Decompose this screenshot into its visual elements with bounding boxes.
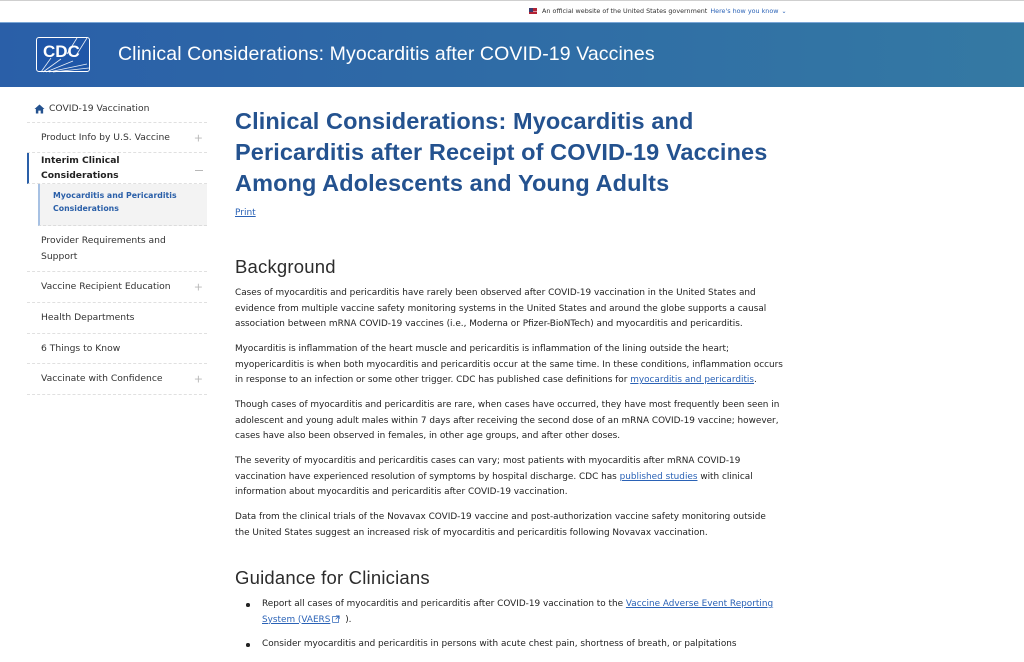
text-segment: Report all cases of myocarditis and pericarditis after COVID-19 vaccination to the — [262, 599, 626, 609]
text-line: evidence from multiple vaccine safety monitoring systems in the United States and around the globe supports a causal — [235, 303, 767, 314]
collapse-minus-icon[interactable] — [195, 170, 203, 171]
text-line: adolescent and young adult males within 7 days after receiving the second dose of an mRNA COVID-19 vaccine; however, — [235, 415, 779, 426]
list-item — [235, 637, 795, 653]
sidebar-item-label: Health Departments — [41, 312, 135, 324]
sidebar-subitem-label-line2: Considerations — [53, 203, 119, 213]
heres-how-you-know-link[interactable]: Here's how you know — [710, 7, 779, 15]
text-line: Though cases of myocarditis and pericarditis are rare, when cases have occurred, they have most frequently been seen in — [235, 400, 780, 410]
list-item — [235, 597, 795, 628]
text-segment: in response to an infection or some other trigger. CDC has published case definitions for — [235, 375, 631, 386]
text-line: myopericarditis is when both myocarditis and pericarditis occur at the same time. In these conditions, inflammation occurs — [235, 359, 783, 370]
sidebar-subitem-myocarditis-considerations[interactable] — [38, 184, 207, 226]
vaers-link-continued[interactable] — [262, 615, 342, 625]
sidebar-item-provider-requirements[interactable] — [27, 226, 207, 272]
sidebar-item-label: Product Info by U.S. Vaccine — [41, 131, 170, 143]
background-paragraph-2 — [235, 342, 795, 389]
text-segment: System (VAERS — [262, 614, 331, 625]
text-line: information about myocarditis and pericarditis after COVID-19 vaccination. — [235, 487, 568, 498]
side-navigation — [27, 95, 207, 395]
text-segment: vaccination have experienced resolution of symptoms by hospital discharge. CDC has — [235, 471, 620, 482]
vaers-link[interactable]: Vaccine Adverse Event Reporting — [625, 599, 774, 609]
expand-plus-icon[interactable]: + — [193, 280, 203, 294]
background-heading: Background — [235, 256, 336, 277]
sidebar-item-label: Vaccinate with Confidence — [41, 373, 163, 385]
text-line: Data from the clinical trials of the Novavax COVID-19 vaccine and post-authorization vaccine safety monitoring outside — [235, 512, 766, 522]
sidebar-item-covid-vaccination[interactable] — [27, 95, 207, 123]
gov-banner-text: An official website of the United States government — [542, 7, 708, 15]
cdc-logo-text: CDC — [43, 42, 80, 61]
expand-plus-icon[interactable]: + — [193, 130, 203, 144]
text-line: Myocarditis is inflammation of the heart muscle and pericarditis is inflammation of the lining outside the heart; — [235, 344, 730, 354]
text-line: association between mRNA COVID-19 vaccines (i.e., Moderna or Pfizer-BioNTech) and myocarditis and pericarditis. — [235, 319, 743, 330]
print-link[interactable]: Print — [235, 208, 256, 218]
text-line: cases have also been observed in females, in other age groups, and after other doses. — [235, 431, 621, 442]
published-studies-link[interactable]: published studies — [619, 471, 698, 482]
sidebar-item-interim-clinical-considerations[interactable] — [27, 153, 207, 184]
text-segment: . — [754, 375, 757, 386]
page-title-line3: Among Adolescents and Young Adults — [235, 170, 670, 196]
gov-banner — [0, 0, 1024, 22]
sidebar-item-label: Interim Clinical Considerations — [41, 154, 120, 181]
chevron-down-icon[interactable]: ⌄ — [781, 7, 787, 15]
text-line — [262, 613, 795, 629]
guidance-list — [235, 597, 795, 662]
text-line — [262, 597, 795, 613]
sidebar-item-label: COVID-19 Vaccination — [49, 103, 150, 114]
us-flag-icon — [529, 8, 537, 14]
sidebar-item-6-things-to-know[interactable] — [27, 334, 207, 364]
sidebar-item-vaccine-recipient-education[interactable] — [27, 272, 207, 303]
cdc-logo[interactable] — [36, 37, 90, 72]
sidebar-item-vaccinate-with-confidence[interactable] — [27, 364, 207, 395]
site-title[interactable]: Clinical Considerations: Myocarditis after COVID-19 Vaccines — [118, 43, 655, 65]
text-line: Cases of myocarditis and pericarditis have rarely been observed after COVID-19 vaccination in the United States and — [235, 288, 756, 298]
page-title-line2: Pericarditis after Receipt of COVID-19 Vaccines — [235, 139, 768, 165]
page-title-line1: Clinical Considerations: Myocarditis and — [235, 108, 694, 134]
text-segment: with clinical — [697, 471, 753, 482]
text-line — [235, 373, 795, 389]
sidebar-item-label-line2: Support — [41, 250, 78, 262]
page-title — [235, 106, 795, 199]
home-icon — [34, 104, 45, 114]
background-paragraph-4 — [235, 454, 795, 501]
text-line: the United States suggest an increased risk of myocarditis and pericarditis following Novavax vaccination. — [235, 527, 708, 538]
text-segment: ). — [342, 614, 352, 625]
guidance-heading: Guidance for Clinicians — [235, 567, 430, 588]
text-line — [235, 470, 795, 486]
external-link-icon — [332, 615, 340, 623]
sidebar-item-health-departments[interactable] — [27, 303, 207, 334]
text-line: Consider myocarditis and pericarditis in persons with acute chest pain, shortness of breath, or palpitations — [262, 639, 737, 650]
background-paragraph-1 — [235, 286, 795, 333]
sidebar-item-label: Vaccine Recipient Education — [41, 281, 171, 293]
background-paragraph-5 — [235, 510, 795, 541]
background-paragraph-3 — [235, 398, 795, 445]
sidebar-item-product-info[interactable] — [27, 123, 207, 153]
sidebar-item-label-line1: Provider Requirements and — [41, 235, 166, 246]
sidebar-subitem-label-line1: Myocarditis and Pericarditis — [53, 191, 177, 200]
sidebar-item-label: 6 Things to Know — [41, 342, 121, 354]
site-header — [0, 22, 1024, 87]
text-line: The severity of myocarditis and pericarditis cases can vary; most patients with myocarditis after mRNA COVID-19 — [235, 456, 741, 466]
expand-plus-icon[interactable]: + — [193, 372, 203, 386]
myocarditis-case-definitions-link[interactable]: myocarditis and pericarditis — [630, 375, 755, 386]
